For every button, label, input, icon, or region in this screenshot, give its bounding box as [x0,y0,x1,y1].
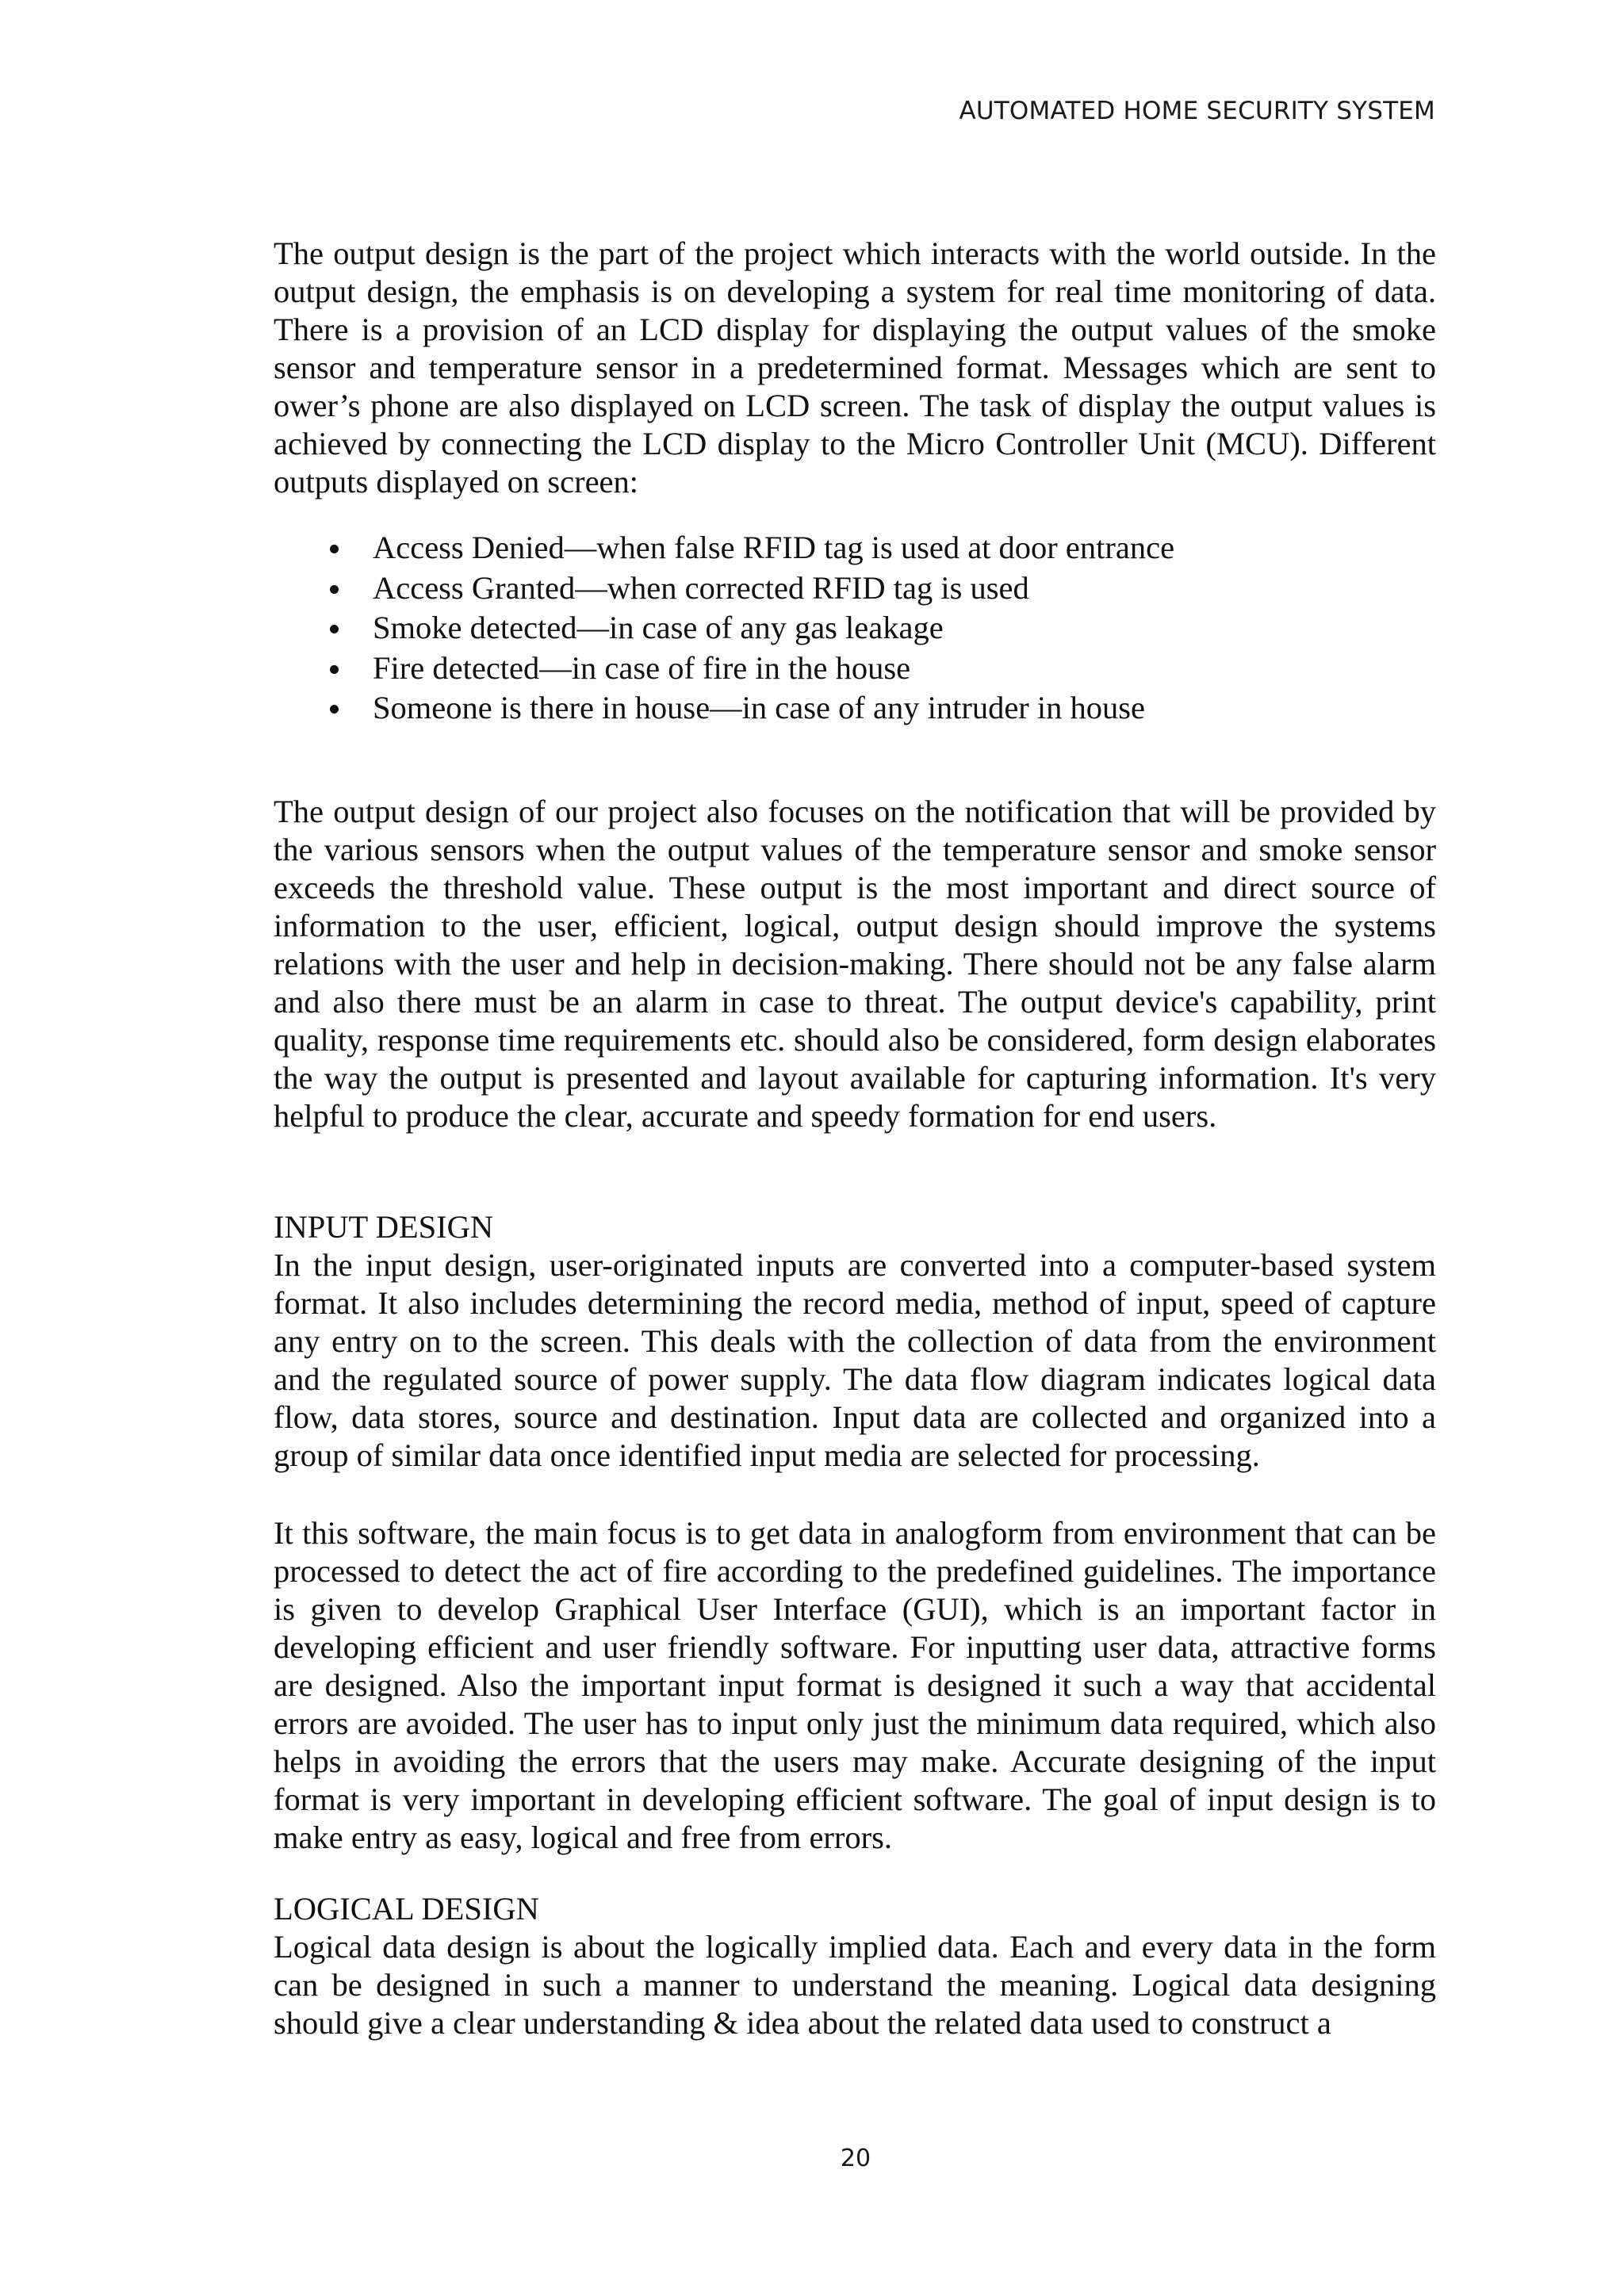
list-item [325,528,1174,568]
list-item-text: Access Denied—when false RFID tag is used at door entrance [373,530,1175,565]
output-messages-list [325,528,1174,729]
bullet-icon [330,625,339,633]
section-heading-input-design: INPUT DESIGN [274,1209,494,1245]
bullet-icon [330,665,339,674]
list-item [325,688,1174,729]
bullet-icon [330,705,339,714]
paragraph-input-design: In the input design, user-originated inputs are converted into a computer-based system format. It also includes determining the record media, method of input, speed of capture any entry on to the screen. This deals with the collection of data from the environment and the regulated source of power supply. The data flow diagram indicates logical data flow, data stores, source and destination. Input data are collected and organized into a group of similar data once identified input media are selected for processing. [274,1247,1436,1473]
page-number: 20 [840,2145,871,2172]
list-item-text: Someone is there in house—in case of any intruder in house [373,690,1146,725]
list-item [325,649,1174,689]
bullet-icon [330,585,339,594]
running-header: AUTOMATED HOME SECURITY SYSTEM [959,97,1435,125]
paragraph-output-notification: The output design of our project also focuses on the notification that will be provided by the various sensors when the output values of the temperature sensor and smoke sensor exceeds the threshold value. These output is the most important and direct source of information to the user, efficient, logical, output design should improve the systems relations with the user and help in decision-making. There should not be any false alarm and also there must be an alarm in case to threat. The output device's capability, print quality, response time requirements etc. should also be considered, form design elaborates the way the output is presented and layout available for capturing information. It's very helpful to produce the clear, accurate and speedy formation for end users. [274,794,1436,1134]
paragraph-output-design-intro: The output design is the part of the project which interacts with the world outside. In the output design, the emphasis is on developing a system for real time monitoring of data. There is a provision of an LCD display for displaying the output values of the smoke sensor and temperature sensor in a predetermined format. Messages which are sent to ower’s phone are also displayed on LCD screen. The task of display the output values is achieved by connecting the LCD display to the Micro Controller Unit (MCU). Different outputs displayed on screen: [274,235,1436,499]
paragraph-logical-design: Logical data design is about the logically implied data. Each and every data in the form can be designed in such a manner to understand the meaning. Logical data designing should give a clear understanding & idea about the related data used to construct a [274,1929,1436,2041]
bullet-icon [330,545,339,553]
section-heading-logical-design: LOGICAL DESIGN [274,1891,539,1927]
list-item-text: Smoke detected—in case of any gas leakage [373,610,944,645]
list-item-text: Access Granted—when corrected RFID tag is used [373,569,1029,606]
paragraph-software-focus: It this software, the main focus is to get data in analogform from environment that can be processed to detect the act of fire according to the predefined guidelines. The importance is given to develop Graphical User Interface (GUI), which is an important factor in developing efficient and user friendly software. For inputting user data, attractive forms are designed. Also the important input format is designed it such a way that accidental errors are avoided. The user has to input only just the minimum data required, which also helps in avoiding the errors that the users may make. Accurate designing of the input format is very important in developing efficient software. The goal of input design is to make entry as easy, logical and free from errors. [274,1515,1436,1855]
list-item [325,608,1174,649]
list-item-text: Fire detected—in case of fire in the house [373,649,911,686]
list-item [325,568,1174,609]
